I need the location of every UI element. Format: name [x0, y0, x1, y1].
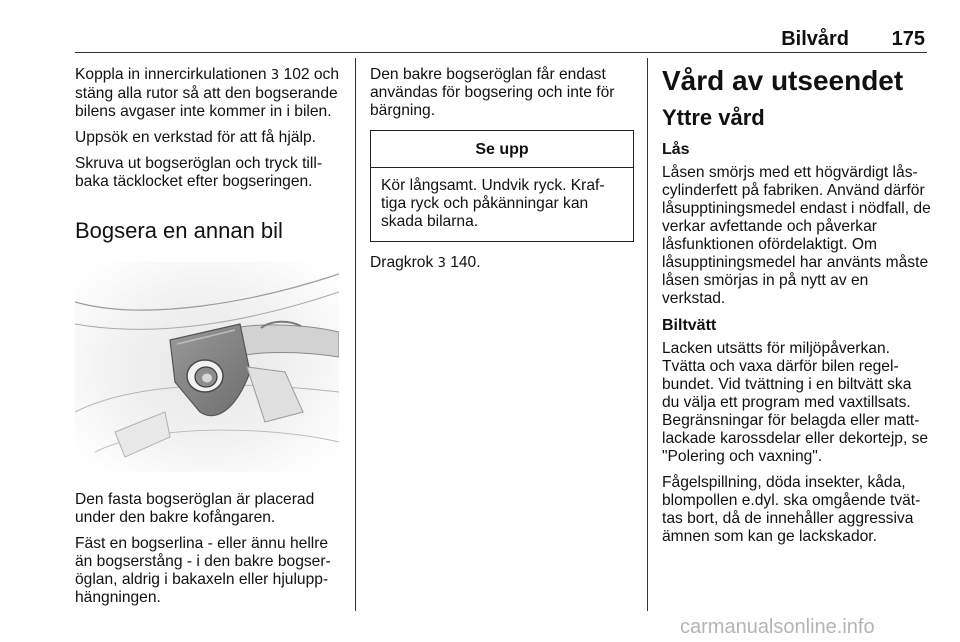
column-3 [662, 66, 932, 554]
heading-exterior-care: Vård av utseendet [662, 65, 904, 96]
heading-car-wash: Biltvätt [662, 317, 717, 334]
header-rule [75, 52, 927, 53]
warning-title: Se upp [371, 131, 633, 168]
paragraph-attach-rope: Fäst en bogserlina - eller ännu hellre än bogserstång - i den bakre bogseröglan, aldrig i bakaxeln eller hjulupphängningen. [75, 535, 331, 606]
paragraph-car-wash-2: Fågelspillning, döda insekter, kåda, blompollen e.dyl. ska omgående tvättas bort, då de innehåller aggressiva ämnen som kan ge lackskador. [662, 474, 921, 545]
watermark: carmanualsonline.info [680, 616, 875, 638]
paragraph-tow-hitch-ref: Dragkrok 3 140. [370, 254, 481, 271]
paragraph-workshop: Uppsök en verkstad för att få hjälp. [75, 129, 316, 146]
warning-text: Kör långsamt. Undvik ryck. Kraftiga ryck och påkänningar kan skada bilarna. [381, 177, 605, 230]
page-reference-icon: 3 [270, 68, 280, 83]
paragraph-towing-only: Den bakre bogseröglan får endast användas för bogsering och inte för bärgning. [370, 66, 615, 119]
heading-exterior-maintenance: Yttre vård [662, 105, 765, 130]
paragraph-fixed-eye-location: Den fasta bogseröglan är placerad under den bakre kofångaren. [75, 491, 315, 526]
column-1 [75, 66, 343, 615]
page-header [75, 28, 927, 52]
column-divider-1 [355, 58, 356, 611]
column-2 [370, 66, 634, 281]
page-number: 175 [891, 28, 925, 50]
paragraph-unscrew-eye: Skruva ut bogseröglan och tryck tillbaka täcklocket efter bogseringen. [75, 155, 323, 190]
paragraph-recirculation: Koppla in innercirkulationen 3 102 och stäng alla rutor så att den bogserande bilens avgaser inte kommer in i bilen. [75, 66, 340, 120]
warning-box [370, 130, 634, 242]
paragraph-locks: Låsen smörjs med ett högvärdigt låscylinderfett på fabriken. Använd därför låsupptiningsmedel endast i nödfall, de verkar avfettande och påverkar låsfunktionen ofördelaktigt. Om låsupptiningsmedel har använts måste låsen smörjas in på nytt av en verkstad. [662, 164, 931, 307]
paragraph-car-wash-1: Lacken utsätts för miljöpåverkan. Tvätta och vaxa därför bilen regelbundet. Vid tvättning i en biltvätt ska du välja ett program med vaxtillsats. Begränsningar för belagda eller mattlackade karossdelar eller dekortejp, se "Polering och vaxning". [662, 340, 929, 465]
section-title: Bilvård [781, 28, 849, 50]
rear-towing-eye-illustration [75, 262, 339, 472]
heading-locks: Lås [662, 141, 690, 158]
page-reference-icon: 3 [437, 256, 446, 271]
column-divider-2 [647, 58, 648, 611]
heading-tow-another-car: Bogsera en annan bil [75, 218, 283, 243]
